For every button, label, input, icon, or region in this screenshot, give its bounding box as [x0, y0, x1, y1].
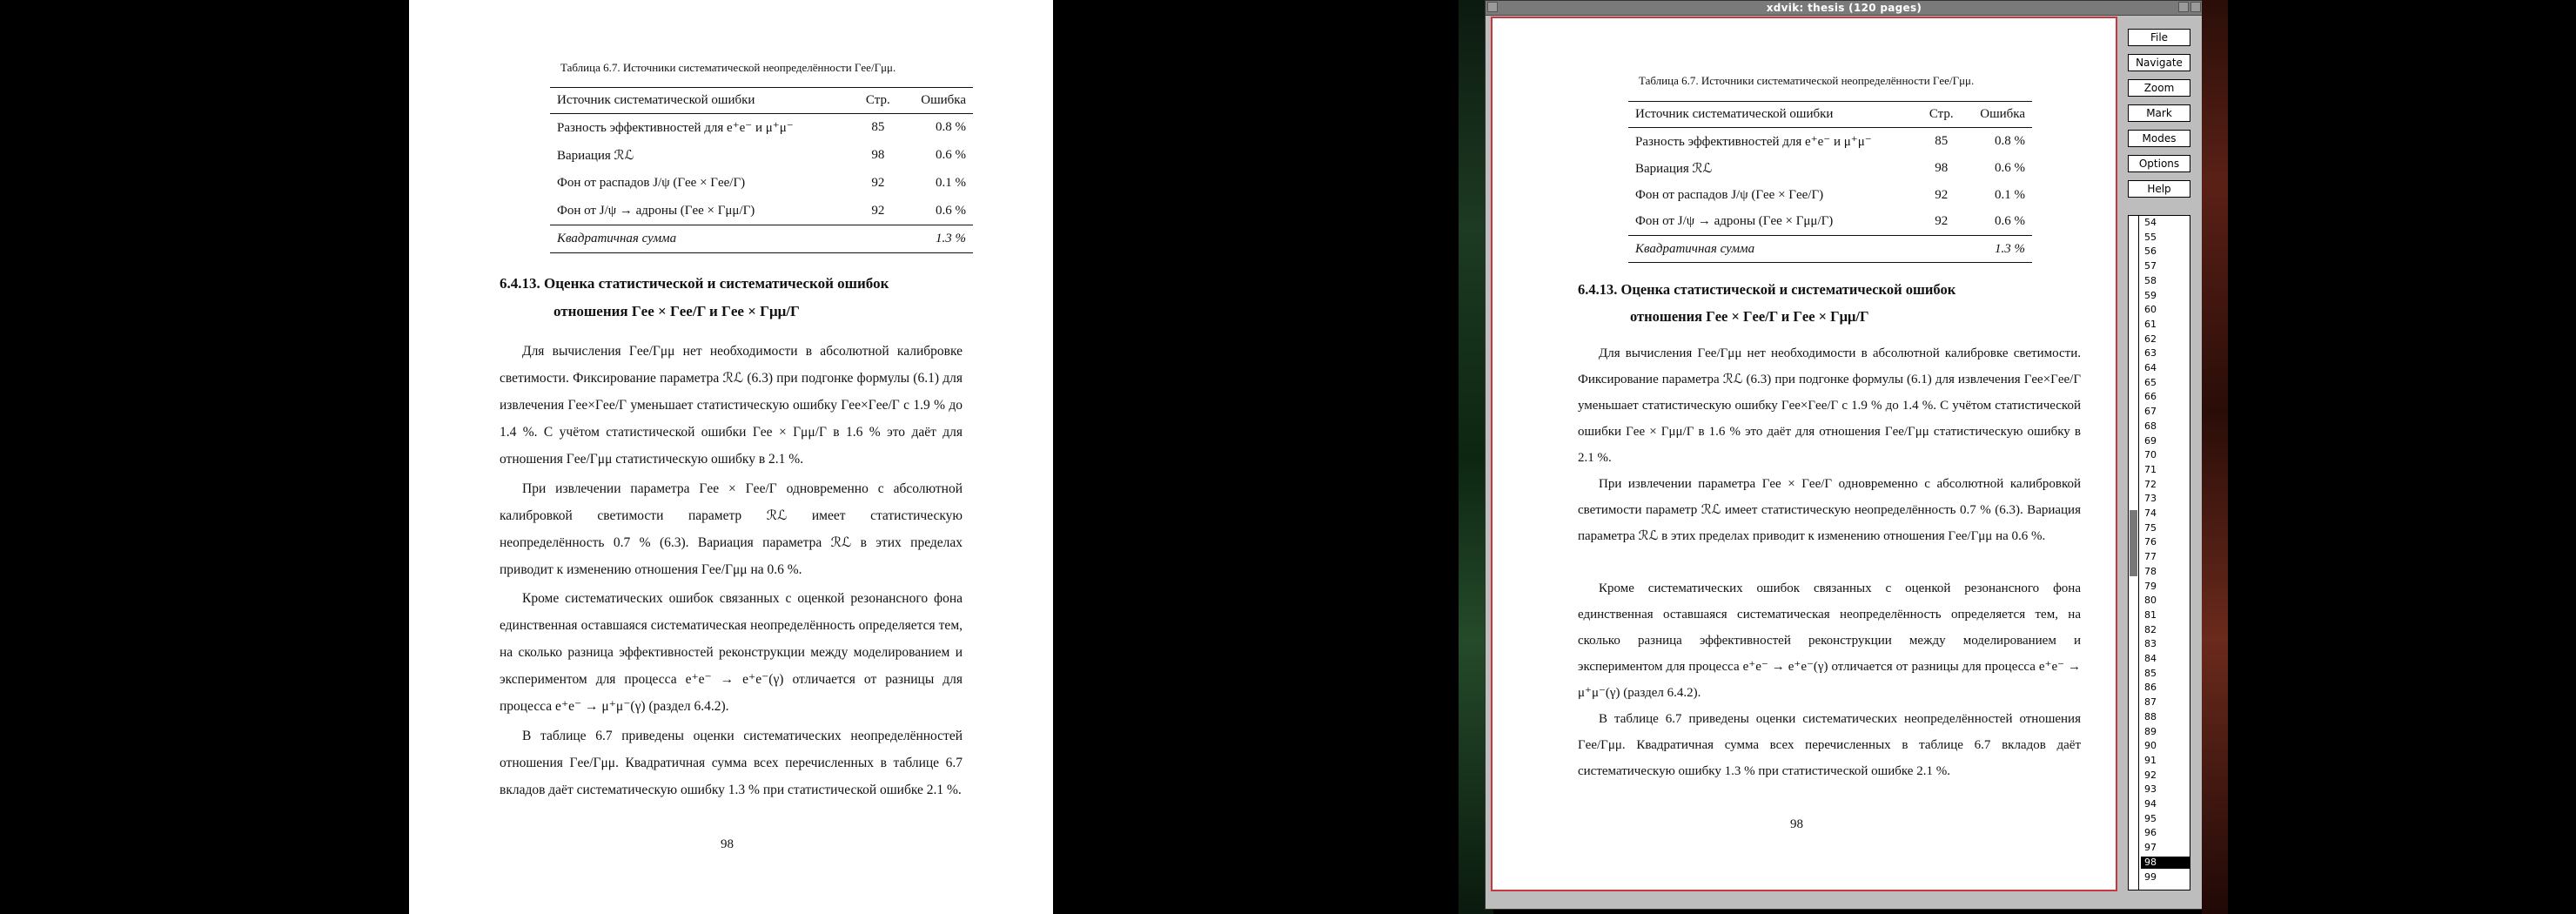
- page-list-item[interactable]: 61: [2144, 318, 2157, 330]
- table-row: Разность эффективностей для e⁺e⁻ и μ⁺μ⁻ 85 0.8 %: [557, 120, 966, 136]
- table-sum-row: Квадратичная сумма 1.3 %: [1635, 241, 2025, 256]
- page-number: 98: [721, 837, 734, 851]
- navigate-button[interactable]: Navigate: [2128, 54, 2190, 71]
- page-list[interactable]: [2128, 215, 2190, 890]
- section-heading: 6.4.13. Оценка статистической и систематической ошибок: [500, 275, 889, 292]
- table-header-page: Стр.: [1929, 107, 1954, 121]
- page-list-item[interactable]: 89: [2144, 725, 2157, 737]
- table-header-error: Ошибка: [921, 93, 966, 107]
- page-list-item[interactable]: 74: [2144, 507, 2157, 519]
- paragraph: В таблице 6.7 приведены оценки систематических неопределённостей отношения Γee/Γμμ. Квадратичная сумма всех перечисленных в таблице 6.7 вкладов даёт систематическую ошибку 1.3 % при статистической ошибке 2.1 %.: [500, 729, 963, 797]
- page-list-scrollbar[interactable]: [2129, 216, 2139, 890]
- table-header-error: Ошибка: [1980, 107, 2025, 121]
- page-list-item[interactable]: 96: [2144, 827, 2157, 839]
- paragraph: Для вычисления Γee/Γμμ нет необходимости в абсолютной калибровке светимости. Фиксирование параметра ℛℒ (6.3) при подгонке формулы (6.1) для извлечения Γee×Γee/Γ уменьшает статистическую ошибку Γee×Γee/Γ с 1.9 % до 1.4 %. С учётом статистической ошибки Γee × Γμμ/Γ в 1.6 % это даёт для отношения Γee/Γμμ статистическую ошибку в 2.1 %.: [500, 344, 963, 467]
- paragraph: Кроме систематических ошибок связанных с оценкой резонансного фона единственная оставшаяся систематическая неопределённость определяется тем, на сколько разница эффективностей реконструкции между моделированием и экспериментом для процесса e⁺e⁻ → e⁺e⁻(γ) отличается от разницы для процесса e⁺e⁻ → μ⁺μ⁻(γ) (раздел 6.4.2).: [500, 591, 963, 714]
- table-header-source: Источник систематической ошибки: [1635, 107, 1834, 121]
- window-titlebar[interactable]: [1486, 1, 2203, 16]
- help-button[interactable]: Help: [2128, 180, 2190, 198]
- page-list-item[interactable]: 82: [2144, 623, 2157, 635]
- document-content-left: [409, 0, 1053, 914]
- page-list-item[interactable]: 94: [2144, 798, 2157, 810]
- page-list-item[interactable]: 85: [2144, 667, 2157, 679]
- mark-button[interactable]: Mark: [2128, 104, 2190, 122]
- page-list-item[interactable]: 56: [2144, 245, 2157, 258]
- desktop-wallpaper-right: [2202, 0, 2228, 914]
- desktop-background-left: [0, 0, 409, 914]
- table-header-source: Источник систематической ошибки: [557, 93, 755, 107]
- section-heading-continued: отношения Γee × Γee/Γ и Γee × Γμμ/Γ: [1630, 308, 1869, 325]
- section-heading-continued: отношения Γee × Γee/Γ и Γee × Γμμ/Γ: [553, 303, 800, 319]
- page-list-item[interactable]: 99: [2144, 870, 2157, 883]
- modes-button[interactable]: Modes: [2128, 130, 2190, 147]
- page-list-item[interactable]: 55: [2144, 231, 2157, 243]
- page-list-item[interactable]: 78: [2144, 565, 2157, 577]
- paragraph: При извлечении параметра Γee × Γee/Γ одновременно с абсолютной калибровкой светимости параметр ℛℒ имеет статистическую неопределённость 0.7 % (6.3). Вариация параметра ℛℒ в этих пределах приводит к изменению отношения Γee/Γμμ на 0.6 %.: [1578, 477, 2081, 543]
- xdvik-window[interactable]: [1485, 0, 2204, 910]
- page-list-item[interactable]: 63: [2144, 347, 2157, 360]
- page-list-item[interactable]: 91: [2144, 754, 2157, 766]
- page-list-item[interactable]: 88: [2144, 710, 2157, 722]
- systematics-table: [1628, 101, 2032, 263]
- page-list-item[interactable]: 84: [2144, 653, 2157, 664]
- window-menu-icon[interactable]: [1487, 2, 1498, 12]
- page-list-item[interactable]: 64: [2144, 362, 2157, 373]
- table-sum-row: Квадратичная сумма 1.3 %: [557, 232, 966, 245]
- page-list-item[interactable]: 73: [2144, 493, 2157, 505]
- page-list-scrollbar-thumb[interactable]: [2130, 510, 2137, 576]
- page-list-item[interactable]: 54: [2144, 217, 2157, 228]
- document-content-right: [1493, 18, 2116, 890]
- page-list-item[interactable]: 98: [2141, 857, 2190, 869]
- page-list-item[interactable]: 60: [2144, 304, 2157, 316]
- options-button[interactable]: Options: [2128, 155, 2190, 172]
- section-heading: 6.4.13. Оценка статистической и систематической ошибок: [1578, 281, 1956, 298]
- page-list-item[interactable]: 66: [2144, 391, 2157, 403]
- page-list-item[interactable]: 59: [2144, 289, 2157, 301]
- systematics-table: [550, 87, 973, 253]
- table-row: Вариация ℛℒ 98 0.6 %: [1635, 160, 2025, 176]
- paragraph: Для вычисления Γee/Γμμ нет необходимости в абсолютной калибровке светимости. Фиксирование параметра ℛℒ (6.3) при подгонке формулы (6.1) для извлечения Γee×Γee/Γ уменьшает статистическую ошибку Γee×Γee/Γ с 1.9 % до 1.4 %. С учётом статистической ошибки Γee × Γμμ/Γ в 1.6 % это даёт для отношения Γee/Γμμ статистическую ошибку в 2.1 %.: [1578, 346, 2081, 465]
- minimize-icon[interactable]: [2178, 2, 2189, 12]
- page-list-item[interactable]: 57: [2144, 260, 2157, 272]
- page-list-item[interactable]: 76: [2144, 536, 2157, 548]
- page-number: 98: [1790, 817, 1803, 831]
- table-row: Разность эффективностей для e⁺e⁻ и μ⁺μ⁻ 85 0.8 %: [1635, 133, 2025, 149]
- page-list-item[interactable]: 90: [2144, 740, 2157, 752]
- table-row: Фон от распадов J/ψ (Γee × Γee/Γ) 92 0.1 %: [1635, 187, 2025, 202]
- page-list-item[interactable]: 62: [2144, 333, 2157, 345]
- page-list-item[interactable]: 72: [2144, 478, 2157, 490]
- paragraph: В таблице 6.7 приведены оценки систематических неопределённостей отношения Γee/Γμμ. Квадратичная сумма всех перечисленных в таблице 6.7 вкладов даёт систематическую ошибку 1.3 % при статистической ошибке 2.1 %.: [1578, 712, 2081, 778]
- page-list-item[interactable]: 80: [2144, 595, 2157, 607]
- table-row: Фон от распадов J/ψ (Γee × Γee/Γ) 92 0.1 %: [557, 176, 966, 190]
- page-list-item[interactable]: 68: [2144, 420, 2157, 432]
- table-row: Фон от J/ψ → адроны (Γee × Γμμ/Γ) 92 0.6 %: [1628, 209, 2032, 236]
- page-list-item[interactable]: 69: [2144, 434, 2157, 447]
- page-list-item[interactable]: 86: [2144, 682, 2157, 694]
- window-title: xdvik: thesis (120 pages): [1766, 2, 1922, 14]
- page-list-item[interactable]: 67: [2144, 406, 2157, 418]
- paragraph: При извлечении параметра Γee × Γee/Γ одновременно с абсолютной калибровкой светимости параметр ℛℒ имеет статистическую неопределённость 0.7 % (6.3). Вариация параметра ℛℒ в этих пределах приводит к изменению отношения Γee/Γμμ на 0.6 %.: [500, 481, 963, 577]
- page-list-item[interactable]: 81: [2144, 608, 2157, 621]
- table-caption: Таблица 6.7. Источники систематической неопределённости Γee/Γμμ.: [1639, 74, 1975, 87]
- page-list-item[interactable]: 92: [2144, 769, 2157, 781]
- zoom-button[interactable]: Zoom: [2128, 79, 2190, 97]
- table-caption: Таблица 6.7. Источники систематической неопределённости Γee/Γμμ.: [560, 61, 896, 74]
- table-row: Вариация ℛℒ 98 0.6 %: [557, 148, 966, 163]
- paragraph: Кроме систематических ошибок связанных с оценкой резонансного фона единственная оставшаяся систематическая неопределённость определяется тем, на сколько разница эффективностей реконструкции между моделированием и экспериментом для процесса e⁺e⁻ → e⁺e⁻(γ) отличается от разницы для процесса e⁺e⁻ → μ⁺μ⁻(γ) (раздел 6.4.2).: [1578, 581, 2081, 700]
- xdvik-sidebar: [2123, 17, 2201, 887]
- page-list-item[interactable]: 71: [2144, 463, 2157, 475]
- page-list-item[interactable]: 70: [2144, 449, 2157, 461]
- file-button[interactable]: File: [2128, 29, 2190, 46]
- page-list-item[interactable]: 87: [2144, 696, 2157, 709]
- page-list-item[interactable]: 65: [2144, 376, 2157, 388]
- page-list-item[interactable]: 93: [2144, 783, 2157, 796]
- document-page-left: [409, 0, 1053, 914]
- dvi-canvas[interactable]: [1491, 17, 2117, 891]
- page-list-item[interactable]: 77: [2144, 551, 2157, 563]
- table-row: Фон от J/ψ → адроны (Γee × Γμμ/Γ) 92 0.6 %: [550, 198, 973, 225]
- maximize-icon[interactable]: [2190, 2, 2201, 12]
- table-header-page: Стр.: [865, 93, 890, 107]
- page-list-item[interactable]: 58: [2144, 274, 2157, 286]
- page-list-item[interactable]: 79: [2144, 580, 2157, 592]
- page-list-item[interactable]: 95: [2144, 812, 2157, 824]
- page-list-item[interactable]: 83: [2144, 638, 2157, 650]
- page-list-item[interactable]: 97: [2144, 842, 2157, 854]
- page-list-item[interactable]: 75: [2144, 521, 2157, 534]
